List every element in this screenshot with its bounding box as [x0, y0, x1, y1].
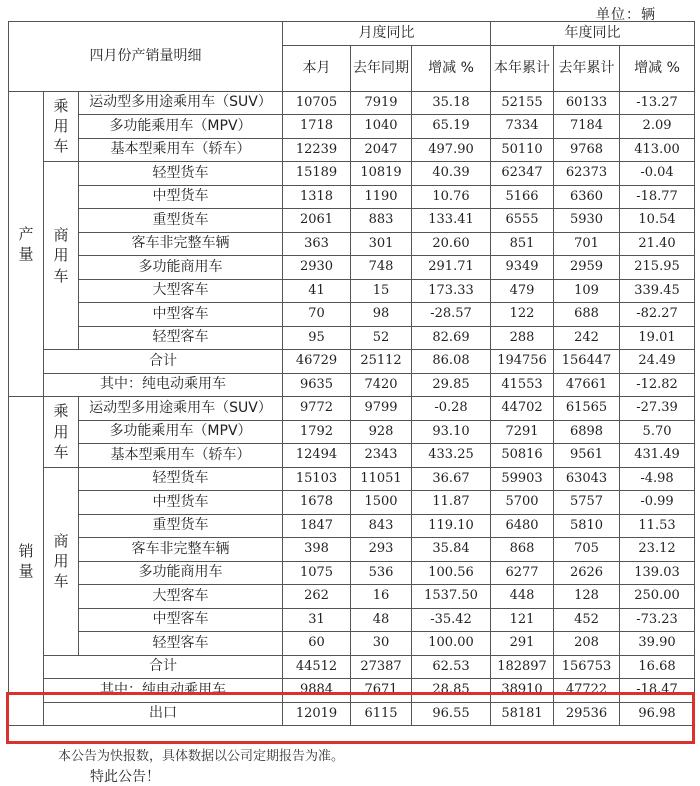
row-label: 多功能商用车: [79, 561, 283, 585]
value-cell: 36.67: [412, 467, 491, 491]
row-label: 轻型货车: [79, 467, 283, 491]
value-cell: 9635: [283, 373, 351, 397]
value-cell: 156447: [554, 350, 620, 374]
value-cell: 40.39: [412, 162, 491, 186]
value-cell: 39.90: [620, 632, 695, 656]
row-label: 中型货车: [79, 185, 283, 209]
table-row: [9, 585, 695, 609]
value-cell: -0.99: [620, 491, 695, 515]
value-cell: 52155: [491, 91, 554, 115]
table-row: [9, 397, 695, 421]
value-cell: 15: [351, 279, 412, 303]
section-label: 产 量: [9, 91, 44, 397]
row-label: 重型货车: [79, 514, 283, 538]
value-cell: -13.27: [620, 91, 695, 115]
table-title: 四月份产销量明细: [9, 22, 283, 92]
value-cell: 928: [351, 420, 412, 444]
value-cell: 7184: [554, 115, 620, 139]
row-label: 运动型多用途乘用车（SUV）: [79, 91, 283, 115]
value-cell: 431.49: [620, 444, 695, 468]
value-cell: 339.45: [620, 279, 695, 303]
value-cell: 11051: [351, 467, 412, 491]
row-label: 其中：纯电动乘用车: [44, 679, 283, 703]
total-row: [9, 350, 695, 374]
value-cell: 62.53: [412, 655, 491, 679]
value-cell: 293: [351, 538, 412, 562]
row-label: 合计: [44, 350, 283, 374]
value-cell: 1678: [283, 491, 351, 515]
value-cell: 242: [554, 326, 620, 350]
category-label: 乘 用 车: [44, 91, 79, 162]
row-label: 基本型乘用车（轿车）: [79, 444, 283, 468]
value-cell: 11.87: [412, 491, 491, 515]
table-row: [9, 185, 695, 209]
value-cell: 288: [491, 326, 554, 350]
row-label: 中型货车: [79, 491, 283, 515]
value-cell: 133.41: [412, 209, 491, 233]
value-cell: 1500: [351, 491, 412, 515]
value-cell: 5810: [554, 514, 620, 538]
value-cell: 7671: [351, 679, 412, 703]
value-cell: 44512: [283, 655, 351, 679]
table-row: [9, 444, 695, 468]
value-cell: 62347: [491, 162, 554, 186]
value-cell: 413.00: [620, 138, 695, 162]
value-cell: -0.04: [620, 162, 695, 186]
value-cell: 452: [554, 608, 620, 632]
value-cell: 1190: [351, 185, 412, 209]
value-cell: 38910: [491, 679, 554, 703]
value-cell: 41: [283, 279, 351, 303]
value-cell: 109: [554, 279, 620, 303]
value-cell: 5.70: [620, 420, 695, 444]
value-cell: 12494: [283, 444, 351, 468]
table-row: [9, 162, 695, 186]
value-cell: 250.00: [620, 585, 695, 609]
value-cell: 398: [283, 538, 351, 562]
value-cell: -28.57: [412, 303, 491, 327]
value-cell: 95: [283, 326, 351, 350]
value-cell: 2930: [283, 256, 351, 280]
table-row: [9, 561, 695, 585]
value-cell: 12239: [283, 138, 351, 162]
value-cell: 6898: [554, 420, 620, 444]
table-row: [9, 256, 695, 280]
table-row: [9, 632, 695, 656]
value-cell: 291.71: [412, 256, 491, 280]
value-cell: 128: [554, 585, 620, 609]
value-cell: 7420: [351, 373, 412, 397]
category-label: 商 用 车: [44, 467, 79, 655]
value-cell: 9349: [491, 256, 554, 280]
value-cell: 7919: [351, 91, 412, 115]
row-label: 出口: [44, 702, 283, 726]
value-cell: 2.09: [620, 115, 695, 139]
value-cell: 262: [283, 585, 351, 609]
value-cell: 25112: [351, 350, 412, 374]
value-cell: 2343: [351, 444, 412, 468]
row-label: 基本型乘用车（轿车）: [79, 138, 283, 162]
row-label: 客车非完整车辆: [79, 538, 283, 562]
value-cell: 20.60: [412, 232, 491, 256]
value-cell: 291: [491, 632, 554, 656]
value-cell: 30: [351, 632, 412, 656]
table-row: [9, 303, 695, 327]
table-row: [9, 232, 695, 256]
value-cell: 688: [554, 303, 620, 327]
value-cell: 60133: [554, 91, 620, 115]
value-cell: 10819: [351, 162, 412, 186]
value-cell: 96.98: [620, 702, 695, 726]
value-cell: -27.39: [620, 397, 695, 421]
value-cell: 182897: [491, 655, 554, 679]
value-cell: 24.49: [620, 350, 695, 374]
closing-text: 特此公告！: [90, 769, 160, 785]
value-cell: 1040: [351, 115, 412, 139]
value-cell: -4.98: [620, 467, 695, 491]
value-cell: -18.47: [620, 679, 695, 703]
value-cell: 31: [283, 608, 351, 632]
row-label: 合计: [44, 655, 283, 679]
col-header: 本月: [283, 45, 351, 91]
row-label: 多功能商用车: [79, 256, 283, 280]
table-row: [9, 538, 695, 562]
col-header: 本年累计: [491, 45, 554, 91]
col-header: 去年同期: [351, 45, 412, 91]
extra-row: [9, 702, 695, 726]
value-cell: 497.90: [412, 138, 491, 162]
table-row: [9, 138, 695, 162]
value-cell: 6360: [554, 185, 620, 209]
value-cell: 6480: [491, 514, 554, 538]
value-cell: 122: [491, 303, 554, 327]
value-cell: -0.28: [412, 397, 491, 421]
value-cell: 1318: [283, 185, 351, 209]
value-cell: -18.77: [620, 185, 695, 209]
table-row: [9, 491, 695, 515]
value-cell: 705: [554, 538, 620, 562]
value-cell: 479: [491, 279, 554, 303]
value-cell: 35.18: [412, 91, 491, 115]
value-cell: 173.33: [412, 279, 491, 303]
table-row: [9, 279, 695, 303]
value-cell: 843: [351, 514, 412, 538]
value-cell: 433.25: [412, 444, 491, 468]
value-cell: 50816: [491, 444, 554, 468]
monthly-group-header: 月度同比: [283, 22, 491, 46]
row-label: 轻型客车: [79, 632, 283, 656]
table-row: [9, 115, 695, 139]
value-cell: 5700: [491, 491, 554, 515]
row-label: 轻型客车: [79, 326, 283, 350]
value-cell: 121: [491, 608, 554, 632]
value-cell: 86.08: [412, 350, 491, 374]
value-cell: 301: [351, 232, 412, 256]
value-cell: 701: [554, 232, 620, 256]
table-row: [9, 467, 695, 491]
table-row: [9, 91, 695, 115]
value-cell: 6277: [491, 561, 554, 585]
row-label: 大型客车: [79, 585, 283, 609]
value-cell: 16: [351, 585, 412, 609]
value-cell: 41553: [491, 373, 554, 397]
value-cell: 23.12: [620, 538, 695, 562]
value-cell: -12.82: [620, 373, 695, 397]
value-cell: 60: [283, 632, 351, 656]
value-cell: 139.03: [620, 561, 695, 585]
value-cell: 47722: [554, 679, 620, 703]
value-cell: 70: [283, 303, 351, 327]
row-label: 中型客车: [79, 608, 283, 632]
total-row: [9, 655, 695, 679]
value-cell: 2626: [554, 561, 620, 585]
row-label: 其中：纯电动乘用车: [44, 373, 283, 397]
value-cell: 1075: [283, 561, 351, 585]
value-cell: 868: [491, 538, 554, 562]
value-cell: 2959: [554, 256, 620, 280]
category-label: 商 用 车: [44, 162, 79, 350]
table-row: [9, 514, 695, 538]
value-cell: 5930: [554, 209, 620, 233]
table-row: [9, 608, 695, 632]
row-label: 轻型货车: [79, 162, 283, 186]
value-cell: 58181: [491, 702, 554, 726]
value-cell: -35.42: [412, 608, 491, 632]
value-cell: -73.23: [620, 608, 695, 632]
value-cell: 448: [491, 585, 554, 609]
value-cell: 98: [351, 303, 412, 327]
row-label: 多功能乘用车（MPV）: [79, 420, 283, 444]
value-cell: 62373: [554, 162, 620, 186]
value-cell: 194756: [491, 350, 554, 374]
value-cell: 1847: [283, 514, 351, 538]
value-cell: 50110: [491, 138, 554, 162]
row-label: 运动型多用途乘用车（SUV）: [79, 397, 283, 421]
value-cell: 10705: [283, 91, 351, 115]
row-label: 多功能乘用车（MPV）: [79, 115, 283, 139]
yearly-group-header: 年度同比: [491, 22, 695, 46]
value-cell: 96.55: [412, 702, 491, 726]
value-cell: 10.54: [620, 209, 695, 233]
value-cell: 7291: [491, 420, 554, 444]
value-cell: 27387: [351, 655, 412, 679]
value-cell: 9768: [554, 138, 620, 162]
value-cell: 883: [351, 209, 412, 233]
col-header: 去年累计: [554, 45, 620, 91]
value-cell: 156753: [554, 655, 620, 679]
extra-row: [9, 373, 695, 397]
value-cell: 21.40: [620, 232, 695, 256]
value-cell: 47661: [554, 373, 620, 397]
value-cell: 19.01: [620, 326, 695, 350]
value-cell: 15103: [283, 467, 351, 491]
value-cell: 100.56: [412, 561, 491, 585]
value-cell: 1537.50: [412, 585, 491, 609]
value-cell: 6555: [491, 209, 554, 233]
value-cell: 5166: [491, 185, 554, 209]
unit-label: 单位：辆: [596, 7, 656, 23]
value-cell: 16.68: [620, 655, 695, 679]
value-cell: 2061: [283, 209, 351, 233]
value-cell: 44702: [491, 397, 554, 421]
value-cell: 10.76: [412, 185, 491, 209]
value-cell: 29.85: [412, 373, 491, 397]
value-cell: 536: [351, 561, 412, 585]
extra-row: [9, 679, 695, 703]
value-cell: 29536: [554, 702, 620, 726]
value-cell: 35.84: [412, 538, 491, 562]
table-row: [9, 326, 695, 350]
row-label: 客车非完整车辆: [79, 232, 283, 256]
value-cell: 363: [283, 232, 351, 256]
sales-production-table: [8, 21, 695, 726]
value-cell: 9884: [283, 679, 351, 703]
col-header: 增减 %: [620, 45, 695, 91]
category-label: 乘 用 车: [44, 397, 79, 468]
row-label: 中型客车: [79, 303, 283, 327]
section-label: 销 量: [9, 397, 44, 726]
value-cell: 9561: [554, 444, 620, 468]
value-cell: 1718: [283, 115, 351, 139]
value-cell: 59903: [491, 467, 554, 491]
value-cell: 65.19: [412, 115, 491, 139]
value-cell: 46729: [283, 350, 351, 374]
table-row: [9, 420, 695, 444]
value-cell: 100.00: [412, 632, 491, 656]
value-cell: 215.95: [620, 256, 695, 280]
value-cell: 63043: [554, 467, 620, 491]
value-cell: 82.69: [412, 326, 491, 350]
value-cell: 1792: [283, 420, 351, 444]
value-cell: 52: [351, 326, 412, 350]
table-row: [9, 209, 695, 233]
value-cell: 5757: [554, 491, 620, 515]
value-cell: 748: [351, 256, 412, 280]
row-label: 大型客车: [79, 279, 283, 303]
value-cell: 28.85: [412, 679, 491, 703]
col-header: 增减 %: [412, 45, 491, 91]
value-cell: 119.10: [412, 514, 491, 538]
value-cell: 2047: [351, 138, 412, 162]
value-cell: 11.53: [620, 514, 695, 538]
value-cell: 7334: [491, 115, 554, 139]
value-cell: 208: [554, 632, 620, 656]
value-cell: 93.10: [412, 420, 491, 444]
value-cell: 48: [351, 608, 412, 632]
value-cell: 9772: [283, 397, 351, 421]
row-label: 重型货车: [79, 209, 283, 233]
footnote: 本公告为快报数，具体数据以公司定期报告为准。: [58, 749, 345, 764]
value-cell: 61565: [554, 397, 620, 421]
value-cell: 6115: [351, 702, 412, 726]
value-cell: 12019: [283, 702, 351, 726]
value-cell: -82.27: [620, 303, 695, 327]
value-cell: 15189: [283, 162, 351, 186]
value-cell: 9799: [351, 397, 412, 421]
value-cell: 851: [491, 232, 554, 256]
